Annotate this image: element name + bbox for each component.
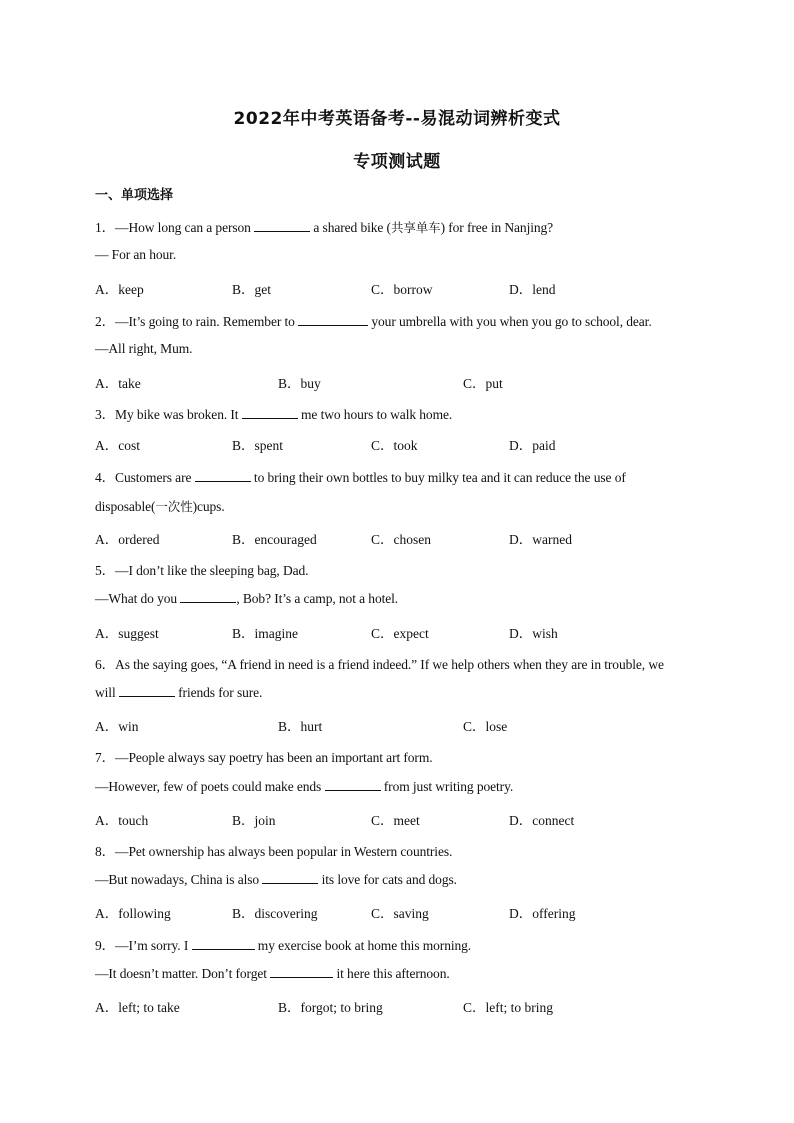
option-a: A．keep — [95, 282, 144, 298]
question-text: , Bob? It’s a camp, not a hotel. — [236, 591, 399, 607]
option-d: D．warned — [509, 532, 572, 547]
question-7-line — [95, 778, 513, 795]
option-d: D．wish — [509, 625, 558, 641]
question-text: my exercise book at home this morning. — [254, 937, 472, 953]
question-3-options — [95, 434, 715, 454]
option-c: C．meet — [371, 812, 420, 828]
option-a: A．ordered — [95, 532, 160, 547]
question-text: 6．As the saying goes, “A friend in need is a friend indeed.” If we help others when they are in trouble, we — [95, 656, 664, 672]
question-5-options — [95, 622, 715, 642]
document-title: 2022年中考英语备考--易混动词辨析变式 — [233, 109, 561, 129]
chinese-gloss: 共享单车 — [390, 220, 441, 235]
question-text: 5．—I don’t like the sleeping bag, Dad. — [95, 563, 309, 579]
option-c: C．put — [463, 376, 503, 391]
option-a: A．suggest — [95, 625, 159, 641]
answer-blank — [325, 778, 381, 791]
question-8-line — [95, 840, 452, 860]
question-text: its love for cats and dogs. — [318, 872, 457, 888]
option-c: C．chosen — [371, 532, 431, 547]
question-2-line — [95, 310, 652, 330]
question-1-line — [95, 216, 553, 236]
question-4-line — [95, 497, 225, 515]
question-2-options — [95, 372, 715, 392]
answer-blank — [192, 937, 255, 950]
option-d: D．connect — [509, 812, 575, 828]
question-9-line — [95, 934, 471, 954]
question-text: to bring their own bottles to buy milky tea and it can reduce the use of — [250, 469, 626, 485]
question-text: — For an hour. — [95, 247, 177, 263]
question-4-options — [95, 528, 715, 548]
question-7-line — [95, 746, 433, 766]
question-7-options — [95, 809, 715, 829]
answer-blank — [298, 313, 368, 326]
question-text: —However, few of poets could make ends — [95, 778, 325, 794]
question-8-options — [95, 902, 715, 922]
question-1-options — [95, 278, 715, 298]
option-a: A．cost — [95, 438, 140, 454]
question-text: from just writing poetry. — [380, 778, 514, 794]
option-b: B．spent — [232, 438, 284, 454]
option-b: B．discovering — [232, 906, 318, 922]
question-text: 9．—I’m sorry. I — [95, 937, 192, 953]
question-text: 2．—It’s going to rain. Remember to — [95, 313, 299, 329]
question-6-line — [95, 684, 262, 701]
option-b: B．imagine — [232, 625, 298, 641]
option-b: B．hurt — [278, 719, 323, 735]
answer-blank — [262, 871, 318, 884]
question-3-line — [95, 403, 452, 423]
option-a: A．following — [95, 906, 171, 922]
option-b: B．buy — [278, 376, 321, 391]
answer-blank — [195, 469, 251, 482]
question-text: your umbrella with you when you go to school, dear. — [368, 313, 652, 329]
option-c: C．lose — [463, 719, 508, 735]
option-b: B．join — [232, 812, 276, 828]
question-text: me two hours to walk home. — [297, 407, 453, 423]
question-text: will — [95, 685, 119, 700]
question-9-line — [95, 965, 450, 982]
option-d: D．offering — [509, 906, 576, 922]
question-text: —What do you — [95, 591, 181, 607]
answer-blank — [254, 219, 310, 232]
document-subtitle: 专项测试题 — [353, 152, 441, 172]
option-d: D．lend — [509, 282, 556, 298]
answer-blank — [242, 406, 298, 419]
option-c: C．took — [371, 438, 418, 454]
question-text: a shared bike ( — [310, 220, 391, 235]
question-8-line — [95, 871, 457, 888]
question-text: friends for sure. — [174, 685, 263, 700]
question-text: 3．My bike was broken. It — [95, 407, 242, 423]
answer-blank — [270, 965, 333, 978]
option-c: C．expect — [371, 625, 429, 641]
question-text: —It doesn’t matter. Don’t forget — [95, 965, 271, 981]
question-5-line — [95, 590, 398, 607]
section-heading: 一、单项选择 — [95, 188, 174, 203]
question-text: ) for free in Nanjing? — [440, 220, 554, 235]
option-c: C．left; to bring — [463, 1000, 553, 1015]
option-b: B．get — [232, 282, 271, 298]
question-text: disposable( — [95, 498, 156, 514]
question-text: —But nowadays, China is also — [95, 872, 263, 888]
chinese-gloss: 一次性 — [155, 498, 193, 514]
option-a: A．touch — [95, 812, 149, 828]
question-text: 1．—How long can a person — [95, 220, 255, 235]
option-b: B．encouraged — [232, 532, 317, 547]
answer-blank — [119, 684, 175, 697]
question-text: )cups. — [192, 498, 225, 514]
question-6-options — [95, 715, 715, 735]
option-d: D．paid — [509, 438, 556, 454]
question-2-line — [95, 341, 192, 357]
answer-blank — [180, 590, 236, 603]
question-text: it here this afternoon. — [333, 965, 450, 981]
option-b: B．forgot; to bring — [278, 1000, 383, 1015]
question-9-options — [95, 996, 715, 1016]
question-5-line — [95, 559, 308, 579]
option-a: A．take — [95, 376, 141, 391]
question-1-line — [95, 247, 176, 263]
question-6-line — [95, 653, 664, 673]
option-c: C．borrow — [371, 282, 433, 298]
question-text: —All right, Mum. — [95, 340, 193, 356]
option-a: A．win — [95, 719, 139, 735]
question-text: 7．—People always say poetry has been an important art form. — [95, 750, 433, 766]
question-text: 8．—Pet ownership has always been popular in Western countries. — [95, 844, 453, 859]
option-a: A．left; to take — [95, 1000, 180, 1015]
option-c: C．saving — [371, 906, 429, 922]
question-4-line — [95, 466, 626, 486]
question-text: 4．Customers are — [95, 469, 195, 485]
